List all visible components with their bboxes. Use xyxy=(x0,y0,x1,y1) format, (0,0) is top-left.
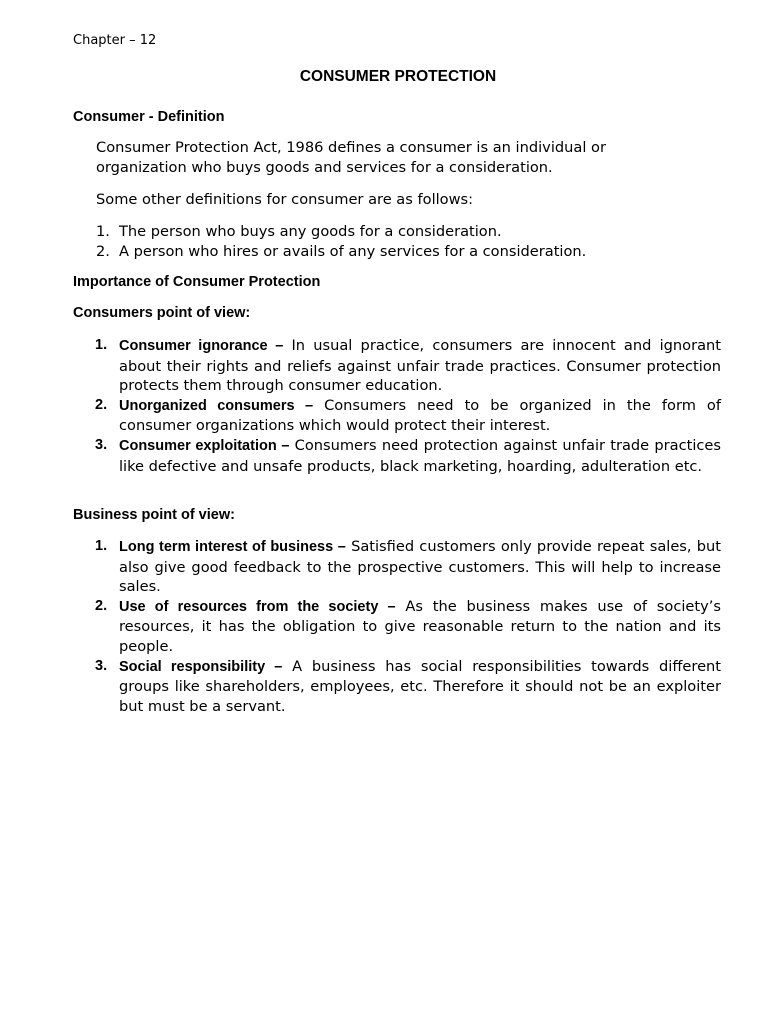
list-item xyxy=(73,537,721,597)
list-item-number: 1. xyxy=(95,538,108,554)
definition-heading: Consumer - Definition xyxy=(73,109,225,125)
consumers-view-list xyxy=(73,336,721,476)
chapter-label: Chapter – 12 xyxy=(73,33,157,48)
list-item-title: Consumer exploitation – xyxy=(119,437,290,454)
consumers-view-heading: Consumers point of view: xyxy=(73,305,251,321)
definition-paragraph xyxy=(96,138,666,178)
list-item xyxy=(73,336,721,396)
list-item-number: 3. xyxy=(95,436,108,453)
business-view-list xyxy=(73,537,721,716)
list-item-text: A business has social responsibilities towards different groups like shareholders, employees, etc. Therefore it should not be an exploiter but must be a servant. xyxy=(119,657,722,715)
list-item-title: Social responsibility – xyxy=(119,658,283,675)
list-item-number: 1. xyxy=(96,223,110,240)
list-item-title: Consumer ignorance – xyxy=(119,338,284,354)
list-item-text: Consumers need protection against unfair trade practices like defective and unsafe products, black marketing, hoarding, adulteration etc. xyxy=(119,436,721,475)
list-item-number: 2. xyxy=(96,243,110,260)
other-definitions-intro: Some other definitions for consumer are as follows: xyxy=(96,191,474,208)
list-item-title: Unorganized consumers – xyxy=(119,397,314,414)
list-item-text: A person who hires or avails of any services for a consideration. xyxy=(119,243,587,260)
list-item-text: Satisfied customers only provide repeat sales, but also give good feedback to the prospective customers. This will help to increase sales. xyxy=(119,538,721,596)
list-item xyxy=(96,242,586,262)
list-item-text: In usual practice, consumers are innocent and ignorant about their rights and reliefs against unfair trade practices. Consumer protection protects them through consumer education. xyxy=(119,337,722,395)
list-item-number: 1. xyxy=(95,337,108,353)
list-item-title: Long term interest of business – xyxy=(119,539,346,555)
list-item xyxy=(73,597,721,657)
list-item-title: Use of resources from the society – xyxy=(119,598,396,615)
list-item xyxy=(73,657,721,717)
list-item-number: 3. xyxy=(95,657,108,674)
list-item-number: 2. xyxy=(95,597,108,614)
list-item-text: The person who buys any goods for a consideration. xyxy=(119,223,502,240)
page-title: CONSUMER PROTECTION xyxy=(299,68,497,85)
list-item xyxy=(96,222,586,242)
importance-heading: Importance of Consumer Protection xyxy=(73,274,321,290)
business-view-heading: Business point of view: xyxy=(73,507,235,523)
list-item xyxy=(73,436,721,476)
definition-paragraph-text: Consumer Protection Act, 1986 defines a consumer is an individual or organization who buys goods and services for a consideration. xyxy=(96,139,606,176)
list-item-text: As the business makes use of society’s resources, it has the obligation to give reasonable return to the nation and its people. xyxy=(119,597,721,655)
list-item-text: Consumers need to be organized in the form of consumer organizations which would protect their interest. xyxy=(119,396,721,435)
definition-list xyxy=(96,222,586,262)
list-item-number: 2. xyxy=(95,396,108,413)
list-item xyxy=(73,396,721,436)
